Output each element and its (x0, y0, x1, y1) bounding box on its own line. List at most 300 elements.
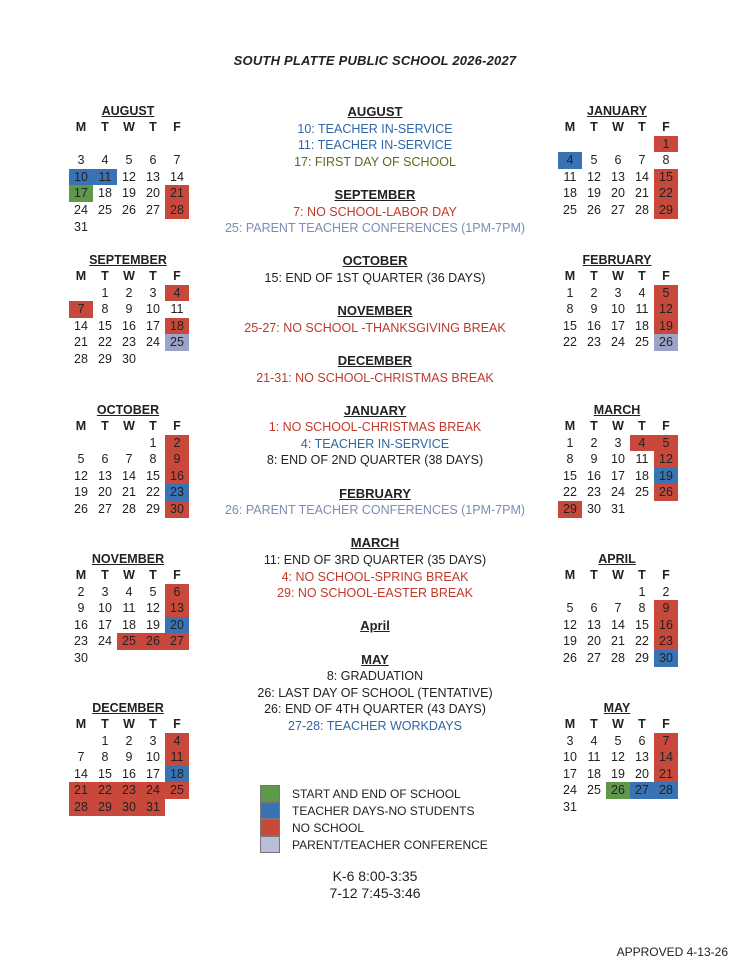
weekday-header: F (662, 568, 670, 582)
day-cell: 10 (611, 302, 625, 317)
day-cell: 3 (149, 733, 157, 748)
day-cell: 17 (146, 766, 160, 781)
day-cell: 12 (146, 601, 160, 616)
day-cell: 11 (165, 749, 189, 766)
empty-cell (582, 584, 606, 601)
day-cell: 30 (117, 799, 141, 816)
day-cell: 20 (587, 634, 601, 649)
month-name: APRIL (598, 552, 636, 566)
event-item: 26: LAST DAY OF SCHOOL (TENTATIVE) (257, 685, 493, 700)
day-cell: 21 (611, 634, 625, 649)
day-cell: 15 (563, 468, 577, 483)
weekday-header: M (75, 717, 87, 731)
day-cell: 4 (638, 285, 646, 300)
day-cell: 27 (587, 650, 601, 665)
day-cell: 4 (101, 153, 109, 168)
day-cell: 17 (563, 766, 577, 781)
day-cell: 8 (566, 452, 574, 467)
day-cell: 18 (635, 468, 649, 483)
day-cell: 26 (122, 202, 136, 217)
day-cell: 17 (146, 318, 160, 333)
day-cell: 12 (74, 468, 88, 483)
day-cell: 16 (74, 617, 88, 632)
day-cell: 13 (146, 169, 160, 184)
month-january (558, 104, 693, 219)
day-cell: 21 (122, 485, 136, 500)
day-cell: 18 (635, 318, 649, 333)
day-cell: 25 (165, 782, 189, 799)
event-item: 25-27: NO SCHOOL -THANKSGIVING BREAK (244, 320, 506, 335)
event-item: 11: END OF 3RD QUARTER (35 DAYS) (263, 553, 487, 568)
day-cell: 22 (563, 485, 577, 500)
weekday-header: T (638, 120, 646, 134)
event-month-heading: OCTOBER (342, 253, 408, 269)
day-cell: 8 (638, 601, 646, 616)
day-cell: 21 (654, 766, 678, 783)
empty-cell (606, 584, 630, 601)
day-cell: 17 (611, 468, 625, 483)
day-cell: 25 (587, 783, 601, 798)
day-cell: 19 (563, 634, 577, 649)
day-cell: 19 (587, 186, 601, 201)
day-cell: 2 (125, 733, 133, 748)
empty-cell (606, 136, 630, 153)
event-item: 26: PARENT TEACHER CONFERENCES (1PM-7PM) (224, 503, 526, 518)
hours-k6: K-6 8:00-3:35 (332, 868, 418, 884)
weekday-header: M (564, 717, 576, 731)
weekday-header: M (75, 419, 87, 433)
event-item: 11: TEACHER IN-SERVICE (297, 138, 453, 153)
empty-cell (93, 136, 117, 153)
day-cell: 3 (614, 435, 622, 450)
day-cell: 11 (122, 601, 136, 616)
day-cell: 27 (611, 202, 625, 217)
event-item: 29: NO SCHOOL-EASTER BREAK (277, 586, 473, 601)
weekday-header: T (638, 568, 646, 582)
day-cell: 30 (654, 650, 678, 667)
month-october (69, 403, 204, 518)
weekday-header: F (173, 120, 181, 134)
day-cell: 9 (590, 452, 598, 467)
day-cell: 9 (125, 302, 133, 317)
day-cell: 16 (587, 318, 601, 333)
weekday-header: W (123, 419, 135, 433)
day-cell: 23 (74, 634, 88, 649)
day-cell: 15 (98, 318, 112, 333)
day-cell: 10 (69, 169, 93, 186)
month-name: MARCH (593, 403, 641, 417)
day-cell: 7 (614, 601, 622, 616)
month-name: DECEMBER (92, 701, 164, 715)
event-item: 10: TEACHER IN-SERVICE (297, 121, 453, 136)
day-cell: 4 (590, 733, 598, 748)
day-cell: 16 (654, 617, 678, 634)
day-cell: 28 (74, 351, 88, 366)
event-month-heading: JANUARY (343, 402, 407, 418)
day-cell: 6 (590, 601, 598, 616)
day-cell: 8 (662, 153, 670, 168)
day-cell: 12 (654, 451, 678, 468)
weekday-header: F (662, 120, 670, 134)
day-cell: 24 (141, 782, 165, 799)
hours-7-12: 7-12 7:45-3:46 (329, 885, 421, 901)
day-cell: 4 (125, 584, 133, 599)
day-cell: 30 (122, 351, 136, 366)
day-cell: 5 (149, 584, 157, 599)
day-cell: 5 (654, 285, 678, 302)
day-cell: 29 (98, 351, 112, 366)
day-cell: 14 (635, 169, 649, 184)
day-cell: 28 (122, 501, 136, 516)
day-cell: 20 (611, 186, 625, 201)
weekday-header: T (149, 419, 157, 433)
weekday-header: T (149, 717, 157, 731)
weekday-header: F (662, 419, 670, 433)
legend-swatch-red (260, 819, 280, 836)
month-name: OCTOBER (96, 403, 160, 417)
weekday-header: T (638, 419, 646, 433)
day-cell: 17 (69, 185, 93, 202)
day-cell: 11 (587, 750, 601, 765)
day-cell: 5 (77, 452, 85, 467)
day-cell: 26 (141, 633, 165, 650)
day-cell: 29 (654, 202, 678, 219)
day-cell: 27 (98, 501, 112, 516)
day-cell: 26 (587, 202, 601, 217)
day-cell: 1 (638, 584, 646, 599)
day-grid (69, 418, 204, 518)
day-cell: 7 (638, 153, 646, 168)
event-item: 15: END OF 1ST QUARTER (36 DAYS) (264, 270, 486, 285)
day-cell: 19 (611, 766, 625, 781)
legend-item (260, 802, 488, 819)
weekday-header: F (173, 717, 181, 731)
weekday-header: W (612, 120, 624, 134)
day-cell: 16 (122, 318, 136, 333)
day-cell: 14 (611, 617, 625, 632)
day-cell: 27 (146, 202, 160, 217)
day-cell: 13 (635, 750, 649, 765)
day-cell: 10 (98, 601, 112, 616)
day-cell: 19 (146, 617, 160, 632)
day-cell: 16 (587, 468, 601, 483)
day-grid (558, 567, 693, 667)
event-month-heading: FEBRUARY (339, 485, 411, 501)
day-cell: 23 (165, 484, 189, 501)
day-cell: 16 (122, 766, 136, 781)
day-cell: 11 (635, 452, 649, 467)
day-cell: 18 (122, 617, 136, 632)
month-name: SEPTEMBER (89, 253, 167, 267)
day-cell: 9 (165, 451, 189, 468)
weekday-header: M (564, 120, 576, 134)
weekday-header: T (590, 419, 598, 433)
day-cell: 20 (165, 617, 189, 634)
day-cell: 25 (98, 202, 112, 217)
day-cell: 15 (654, 169, 678, 186)
day-cell: 18 (563, 186, 577, 201)
day-cell: 28 (611, 650, 625, 665)
day-cell: 25 (563, 202, 577, 217)
day-cell: 10 (146, 302, 160, 317)
weekday-header: T (101, 568, 109, 582)
day-cell: 8 (101, 750, 109, 765)
legend-label: PARENT/TEACHER CONFERENCE (292, 837, 488, 852)
weekday-header: M (75, 120, 87, 134)
day-cell: 30 (74, 650, 88, 665)
day-cell: 10 (563, 750, 577, 765)
weekday-header: T (590, 269, 598, 283)
day-cell: 17 (611, 318, 625, 333)
event-month-heading: MARCH (350, 535, 400, 551)
day-cell: 3 (149, 285, 157, 300)
day-cell: 15 (563, 318, 577, 333)
day-cell: 25 (117, 633, 141, 650)
weekday-header: M (564, 419, 576, 433)
month-december (69, 701, 204, 816)
empty-cell (630, 136, 654, 153)
day-cell: 11 (563, 169, 577, 184)
day-cell: 13 (587, 617, 601, 632)
legend-swatch-green (260, 785, 280, 802)
day-cell: 2 (590, 285, 598, 300)
day-cell: 2 (125, 285, 133, 300)
empty-cell (582, 136, 606, 153)
legend-swatch-blue (260, 802, 280, 819)
day-cell: 24 (74, 202, 88, 217)
day-cell: 10 (146, 750, 160, 765)
weekday-header: M (564, 269, 576, 283)
day-cell: 22 (563, 335, 577, 350)
day-cell: 24 (98, 634, 112, 649)
day-cell: 1 (654, 136, 678, 153)
legend-swatch-lavender (260, 836, 280, 853)
day-cell: 28 (165, 202, 189, 219)
day-cell: 17 (98, 617, 112, 632)
weekday-header: M (564, 568, 576, 582)
day-cell: 21 (165, 185, 189, 202)
day-cell: 3 (101, 584, 109, 599)
day-cell: 31 (563, 799, 577, 814)
day-cell: 6 (149, 153, 157, 168)
legend-item (260, 836, 488, 853)
day-cell: 7 (654, 733, 678, 750)
day-cell: 4 (630, 435, 654, 452)
day-cell: 14 (654, 749, 678, 766)
day-cell: 20 (635, 766, 649, 781)
day-cell: 28 (654, 782, 678, 799)
event-item: 25: PARENT TEACHER CONFERENCES (1PM-7PM) (224, 221, 526, 236)
empty-cell (93, 435, 117, 452)
empty-cell (69, 285, 93, 302)
weekday-header: T (101, 419, 109, 433)
color-legend (260, 785, 488, 853)
event-item: 7: NO SCHOOL-LABOR DAY (293, 204, 457, 219)
day-cell: 28 (635, 202, 649, 217)
day-cell: 7 (173, 153, 181, 168)
day-cell: 9 (77, 601, 85, 616)
day-cell: 15 (635, 617, 649, 632)
day-cell: 9 (125, 750, 133, 765)
legend-label: START AND END OF SCHOOL (292, 786, 461, 801)
weekday-header: T (149, 269, 157, 283)
day-cell: 22 (98, 335, 112, 350)
day-grid (558, 268, 693, 351)
event-month-heading: April (360, 618, 390, 634)
day-cell: 13 (165, 600, 189, 617)
day-cell: 5 (654, 435, 678, 452)
day-cell: 7 (125, 452, 133, 467)
day-cell: 12 (587, 169, 601, 184)
day-cell: 19 (122, 186, 136, 201)
day-cell: 31 (141, 799, 165, 816)
day-cell: 4 (165, 285, 189, 302)
event-month-heading: AUGUST (347, 104, 403, 119)
day-cell: 25 (165, 334, 189, 351)
day-cell: 1 (101, 285, 109, 300)
weekday-header: W (612, 419, 624, 433)
weekday-header: F (662, 269, 670, 283)
empty-cell (558, 584, 582, 601)
day-cell: 12 (563, 617, 577, 632)
day-cell: 15 (146, 468, 160, 483)
day-cell: 3 (566, 733, 574, 748)
day-cell: 7 (77, 750, 85, 765)
day-cell: 4 (558, 152, 582, 169)
day-cell: 26 (654, 334, 678, 351)
day-cell: 29 (93, 799, 117, 816)
day-cell: 14 (74, 318, 88, 333)
day-grid (69, 716, 204, 816)
day-cell: 23 (654, 633, 678, 650)
day-cell: 12 (611, 750, 625, 765)
day-cell: 25 (635, 335, 649, 350)
empty-cell (558, 136, 582, 153)
day-cell: 16 (165, 468, 189, 485)
weekday-header: T (149, 568, 157, 582)
month-august (69, 104, 204, 235)
day-cell: 1 (101, 733, 109, 748)
weekday-header: F (173, 269, 181, 283)
day-cell: 27 (630, 782, 654, 799)
weekday-header: F (173, 568, 181, 582)
weekday-header: W (612, 717, 624, 731)
month-february (558, 253, 693, 351)
empty-cell (141, 136, 165, 153)
day-cell: 3 (614, 285, 622, 300)
weekday-header: T (590, 717, 598, 731)
day-cell: 15 (98, 766, 112, 781)
day-cell: 29 (558, 501, 582, 518)
legend-item (260, 785, 488, 802)
weekday-header: W (123, 120, 135, 134)
day-cell: 2 (165, 435, 189, 452)
day-grid (69, 119, 204, 235)
important-dates-list (190, 104, 560, 735)
weekday-header: W (123, 568, 135, 582)
day-cell: 14 (74, 766, 88, 781)
day-cell: 13 (611, 169, 625, 184)
day-cell: 14 (122, 468, 136, 483)
day-cell: 5 (614, 733, 622, 748)
day-cell: 26 (606, 782, 630, 799)
event-month-heading: NOVEMBER (337, 303, 413, 319)
month-name: NOVEMBER (91, 552, 165, 566)
empty-cell (165, 136, 189, 153)
month-name: AUGUST (101, 104, 155, 118)
day-cell: 27 (165, 633, 189, 650)
weekday-header: W (612, 269, 624, 283)
event-item: 1: NO SCHOOL-CHRISTMAS BREAK (268, 420, 482, 435)
day-cell: 3 (77, 153, 85, 168)
day-cell: 4 (165, 733, 189, 750)
empty-cell (117, 136, 141, 153)
day-cell: 11 (93, 169, 117, 186)
day-cell: 22 (654, 185, 678, 202)
weekday-header: T (101, 269, 109, 283)
weekday-header: W (123, 717, 135, 731)
day-cell: 24 (563, 783, 577, 798)
day-cell: 9 (590, 302, 598, 317)
weekday-header: F (662, 717, 670, 731)
day-cell: 1 (149, 435, 157, 450)
day-cell: 20 (146, 186, 160, 201)
day-cell: 18 (98, 186, 112, 201)
month-september (69, 253, 204, 368)
day-cell: 28 (69, 799, 93, 816)
legend-label: TEACHER DAYS-NO STUDENTS (292, 803, 475, 818)
day-cell: 26 (74, 501, 88, 516)
empty-cell (117, 435, 141, 452)
day-grid (558, 418, 693, 518)
day-cell: 25 (635, 485, 649, 500)
day-cell: 5 (566, 601, 574, 616)
empty-cell (69, 733, 93, 750)
day-cell: 31 (611, 501, 625, 516)
day-cell: 21 (635, 186, 649, 201)
month-name: JANUARY (587, 104, 647, 118)
day-cell: 12 (654, 301, 678, 318)
event-item: 21-31: NO SCHOOL-CHRISTMAS BREAK (256, 370, 494, 385)
event-item: 4: NO SCHOOL-SPRING BREAK (281, 569, 469, 584)
day-cell: 6 (614, 153, 622, 168)
weekday-header: T (101, 717, 109, 731)
legend-item (260, 819, 488, 836)
day-cell: 5 (125, 153, 133, 168)
day-cell: 8 (149, 452, 157, 467)
day-cell: 2 (662, 584, 670, 599)
weekday-header: T (101, 120, 109, 134)
day-cell: 18 (165, 766, 189, 783)
weekday-header: T (590, 568, 598, 582)
day-cell: 22 (93, 782, 117, 799)
weekday-header: F (173, 419, 181, 433)
month-may (558, 701, 693, 816)
day-cell: 30 (165, 501, 189, 518)
day-cell: 20 (98, 485, 112, 500)
day-grid (558, 716, 693, 816)
event-item: 17: FIRST DAY OF SCHOOL (294, 154, 456, 169)
day-cell: 19 (654, 318, 678, 335)
day-cell: 23 (117, 782, 141, 799)
day-cell: 24 (611, 485, 625, 500)
day-cell: 29 (635, 650, 649, 665)
day-cell: 23 (122, 335, 136, 350)
event-month-heading: DECEMBER (337, 352, 413, 368)
event-item: 4: TEACHER IN-SERVICE (300, 436, 450, 451)
day-cell: 8 (566, 302, 574, 317)
legend-label: NO SCHOOL (292, 820, 365, 835)
